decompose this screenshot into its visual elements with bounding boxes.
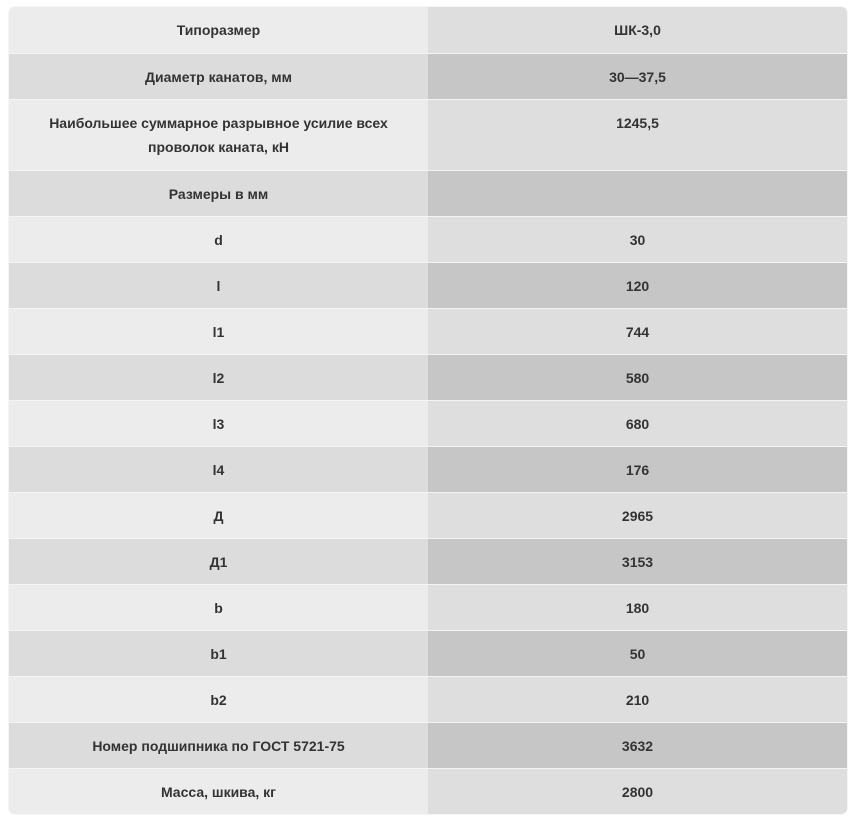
row-label: l2 — [9, 354, 428, 400]
table-row — [9, 354, 847, 400]
row-value: 180 — [428, 584, 847, 630]
row-label: l4 — [9, 446, 428, 492]
row-value — [428, 170, 847, 216]
row-label: d — [9, 216, 428, 262]
row-label: Д1 — [9, 538, 428, 584]
row-value: 744 — [428, 308, 847, 354]
table-row — [9, 446, 847, 492]
table-row — [9, 538, 847, 584]
row-label: Размеры в мм — [9, 170, 428, 216]
row-label: b — [9, 584, 428, 630]
row-value: 2965 — [428, 492, 847, 538]
row-value: 210 — [428, 676, 847, 722]
table-row — [9, 722, 847, 768]
spec-table-container — [9, 7, 847, 814]
row-label: l1 — [9, 308, 428, 354]
row-value: 3153 — [428, 538, 847, 584]
row-label: Типоразмер — [9, 7, 428, 53]
row-label: b1 — [9, 630, 428, 676]
table-row — [9, 7, 847, 53]
row-label: b2 — [9, 676, 428, 722]
table-row — [9, 308, 847, 354]
row-value: 3632 — [428, 722, 847, 768]
spec-table — [9, 7, 847, 814]
row-label: Д — [9, 492, 428, 538]
table-row — [9, 676, 847, 722]
table-row — [9, 99, 847, 170]
row-value: 2800 — [428, 768, 847, 814]
table-row — [9, 53, 847, 99]
table-row — [9, 630, 847, 676]
table-row — [9, 262, 847, 308]
row-label: Диаметр канатов, мм — [9, 53, 428, 99]
row-value: 30 — [428, 216, 847, 262]
row-value: 680 — [428, 400, 847, 446]
row-label: l — [9, 262, 428, 308]
row-label: Номер подшипника по ГОСТ 5721-75 — [9, 722, 428, 768]
row-value: 120 — [428, 262, 847, 308]
table-row — [9, 216, 847, 262]
table-row — [9, 768, 847, 814]
row-label: Масса, шкива, кг — [9, 768, 428, 814]
row-value: ШК-3,0 — [428, 7, 847, 53]
row-value: 30—37,5 — [428, 53, 847, 99]
row-value: 176 — [428, 446, 847, 492]
table-row — [9, 400, 847, 446]
row-label: l3 — [9, 400, 428, 446]
table-row — [9, 492, 847, 538]
row-label: Наибольшее суммарное разрывное усилие всех проволок каната, кН — [9, 99, 428, 170]
table-row — [9, 170, 847, 216]
row-value: 580 — [428, 354, 847, 400]
table-row — [9, 584, 847, 630]
row-value: 1245,5 — [428, 99, 847, 170]
row-value: 50 — [428, 630, 847, 676]
